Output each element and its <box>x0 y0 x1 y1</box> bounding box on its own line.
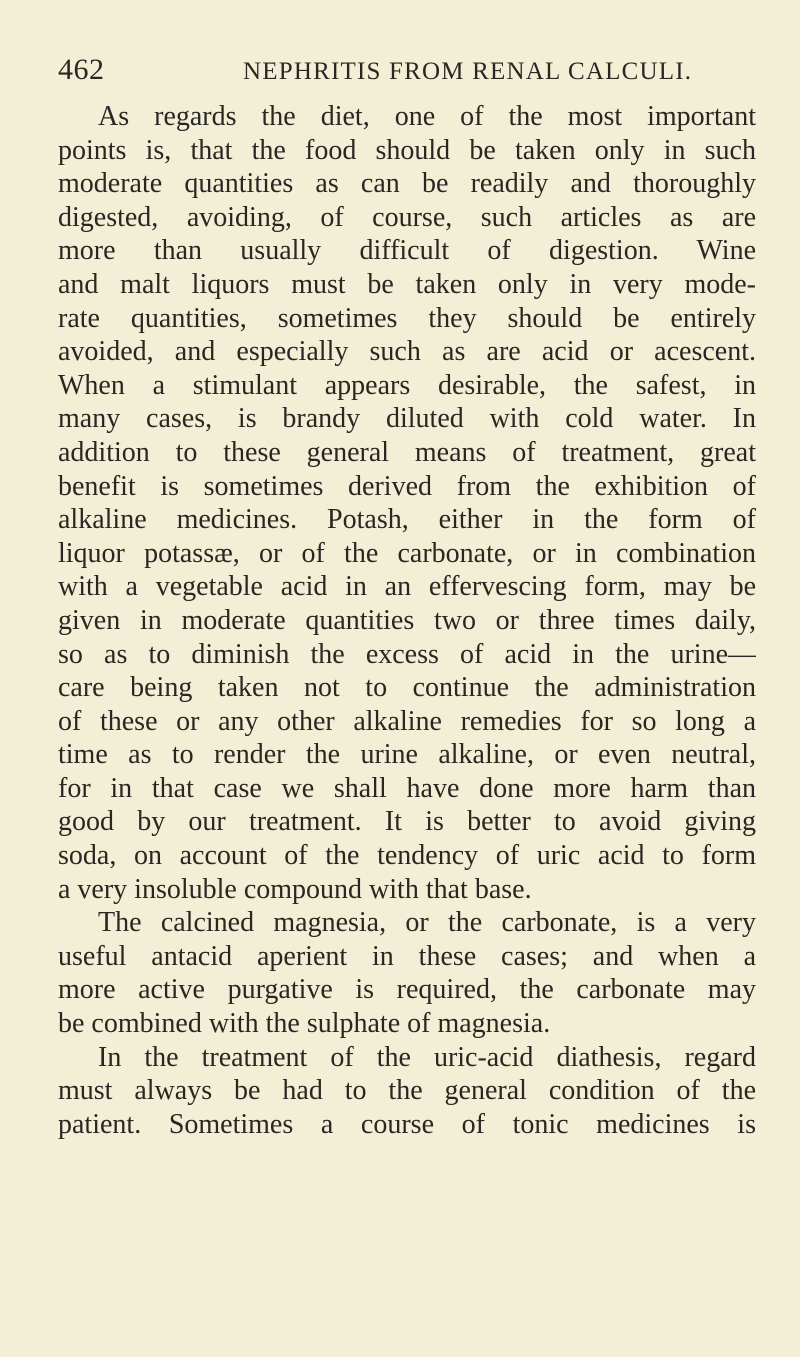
text-line: points is, that the food should be taken only in such <box>58 134 756 166</box>
running-head: NEPHRITIS FROM RENAL CALCULI. <box>243 58 693 85</box>
text-line: avoided, and especially such as are acid or acescent. <box>58 336 756 368</box>
text-line: given in moderate quantities two or three times daily, <box>58 604 756 636</box>
text-line: care being taken not to continue the administration <box>58 672 756 704</box>
text-line: and malt liquors must be taken only in very mode- <box>58 268 756 300</box>
text-line: As regards the diet, one of the most important <box>98 101 756 132</box>
text-line: When a stimulant appears desirable, the safest, in <box>58 369 756 401</box>
page-header <box>58 50 758 90</box>
text-line: for in that case we shall have done more harm than <box>58 772 756 804</box>
text-line: digested, avoiding, of course, such articles as are <box>58 201 756 233</box>
text-line: many cases, is brandy diluted with cold water. In <box>58 403 756 435</box>
text-line: patient. Sometimes a course of tonic medicines is <box>58 1108 756 1140</box>
text-line: rate quantities, sometimes they should be entirely <box>58 302 756 334</box>
text-line: benefit is sometimes derived from the exhibition of <box>58 470 756 502</box>
page-number: 462 <box>58 53 105 86</box>
text-line: be combined with the sulphate of magnesia. <box>58 1008 551 1040</box>
text-line: more active purgative is required, the carbonate may <box>58 974 756 1006</box>
text-line: liquor potassæ, or of the carbonate, or in combination <box>58 537 756 569</box>
text-line: alkaline medicines. Potash, either in the form of <box>58 504 756 536</box>
text-line: soda, on account of the tendency of uric acid to form <box>58 840 756 872</box>
text-line: moderate quantities as can be readily and thoroughly <box>58 168 756 200</box>
body-text <box>58 100 756 1141</box>
text-line: In the treatment of the uric-acid diathesis, regard <box>98 1041 756 1073</box>
text-line: a very insoluble compound with that base. <box>58 873 532 905</box>
text-line: of these or any other alkaline remedies for so long a <box>58 705 756 737</box>
text-line: useful antacid aperient in these cases; and when a <box>58 940 756 972</box>
text-line: must always be had to the general condition of the <box>58 1075 756 1107</box>
text-line: with a vegetable acid in an effervescing form, may be <box>58 571 756 603</box>
text-line: time as to render the urine alkaline, or even neutral, <box>58 739 756 771</box>
text-line: good by our treatment. It is better to avoid giving <box>58 806 756 838</box>
text-line: addition to these general means of treatment, great <box>58 436 756 468</box>
text-line: so as to diminish the excess of acid in the urine— <box>58 638 756 670</box>
text-line: The calcined magnesia, or the carbonate, is a very <box>98 907 756 939</box>
text-line: more than usually difficult of digestion. Wine <box>58 235 756 267</box>
